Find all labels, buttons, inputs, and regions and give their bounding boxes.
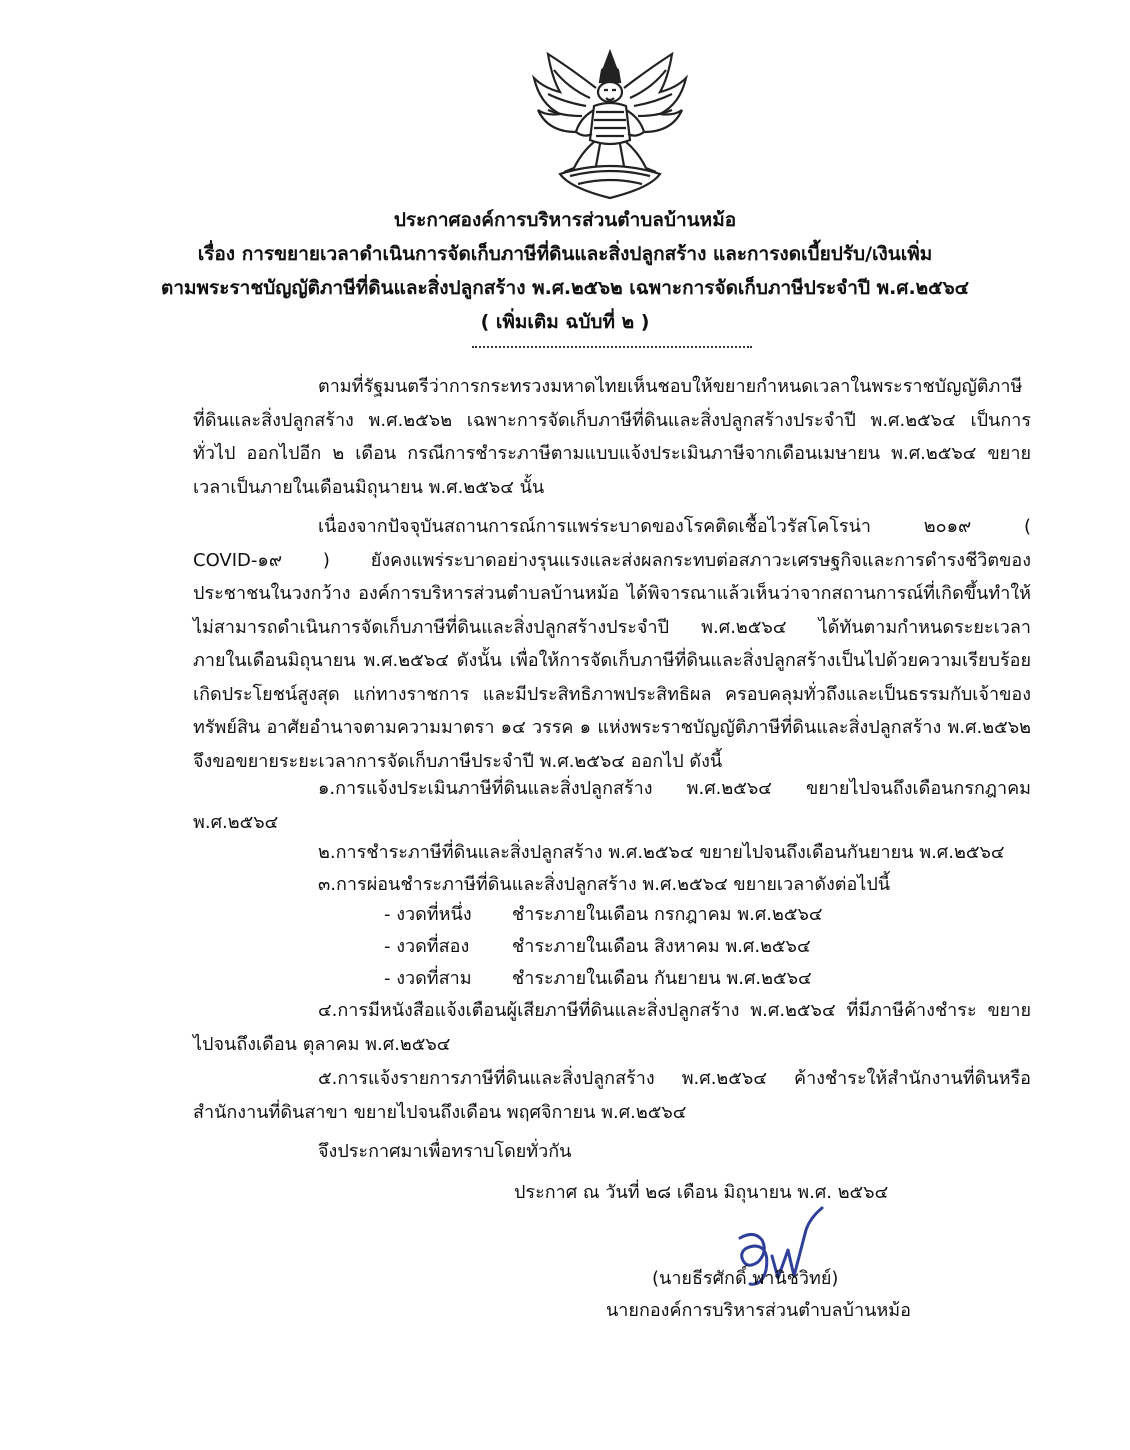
item-1: ๑.การแจ้งประเมินภาษีที่ดินและสิ่งปลูกสร้าง พ.ศ.๒๕๖๔ ขยายไปจนถึงเดือนกรกฎาคม พ.ศ.๒๕๖๔ bbox=[193, 778, 1031, 833]
closing-statement: จึงประกาศมาเพื่อทราบโดยทั่วกัน bbox=[318, 1141, 572, 1162]
installment-1-text: ชำระภายในเดือน กรกฎาคม พ.ศ.๒๕๖๔ bbox=[512, 904, 823, 925]
item-3: ๓.การผ่อนชำระภาษีที่ดินและสิ่งปลูกสร้าง พ.ศ.๒๕๖๔ ขยายเวลาดังต่อไปนี้ bbox=[318, 874, 891, 895]
separator-dots bbox=[472, 346, 752, 348]
announcement-subject-line2: ตามพระราชบัญญัติภาษีที่ดินและสิ่งปลูกสร้าง พ.ศ.๒๕๖๒ เฉพาะการจัดเก็บภาษีประจำปี พ.ศ.๒๕๖๔ bbox=[160, 277, 970, 299]
paragraph-2: เนื่องจากปัจจุบันสถานการณ์การแพร่ระบาดของโรคติดเชื้อไวรัสโคโรน่า ๒๐๑๙ ( COVID-๑๙ ) ยังคงแพร่ระบาดอย่างรุนแรงและส่งผลกระทบต่อสภาวะเศรษฐกิจและการดำรงชีวิตของประชาชนในวงกว้าง องค์การบริหารส่วนตำบลบ้านหม้อ ได้พิจารณาแล้วเห็นว่าจากสถานการณ์ที่เกิดขึ้นทำให้ไม่สามารถดำเนินการจัดเก็บภาษีที่ดินและสิ่งปลูกสร้างประจำปี พ.ศ.๒๕๖๔ ได้ทันตามกำหนดระยะเวลาภายในเดือนมิถุนายน พ.ศ.๒๕๖๔ ดังนั้น เพื่อให้การจัดเก็บภาษีที่ดินและสิ่งปลูกสร้างเป็นไปด้วยความเรียบร้อย เกิดประโยชน์สูงสุด แก่ทางราชการ และมีประสิทธิภาพประสิทธิผล ครอบคลุมทั่วถึงและเป็นธรรมกับเจ้าของทรัพย์สิน อาศัยอำนาจตามความมาตรา ๑๔ วรรค ๑ แห่งพระราชบัญญัติภาษีที่ดินและสิ่งปลูกสร้าง พ.ศ.๒๕๖๒ จึงขอขยายระยะเวลาการจัดเก็บภาษีประจำปี พ.ศ.๒๕๖๔ ออกไป ดังนี้ bbox=[193, 516, 1031, 772]
signatory-name: (นายธีรศักดิ์ พานิชวิทย์) bbox=[652, 1268, 839, 1289]
signatory-position: นายกองค์การบริหารส่วนตำบลบ้านหม้อ bbox=[606, 1300, 911, 1321]
garuda-emblem bbox=[530, 48, 690, 203]
item-5: ๕.การแจ้งรายการภาษีที่ดินและสิ่งปลูกสร้าง พ.ศ.๒๕๖๔ ค้างชำระให้สำนักงานที่ดินหรือสำนักงานที่ดินสาขา ขยายไปจนถึงเดือน พฤศจิกายน พ.ศ.๒๕๖๔ bbox=[193, 1068, 1031, 1123]
announcement-date: ประกาศ ณ วันที่ ๒๘ เดือน มิถุนายน พ.ศ. ๒๕๖๔ bbox=[514, 1182, 889, 1203]
installment-3-text: ชำระภายในเดือน กันยายน พ.ศ.๒๕๖๔ bbox=[512, 968, 812, 989]
installment-1-label: - งวดที่หนึ่ง bbox=[384, 904, 472, 925]
announcement-edition: ( เพิ่มเติม ฉบับที่ ๒ ) bbox=[480, 311, 650, 333]
item-2: ๒.การชำระภาษีที่ดินและสิ่งปลูกสร้าง พ.ศ.๒๕๖๔ ขยายไปจนถึงเดือนกันยายน พ.ศ.๒๕๖๔ bbox=[318, 842, 1005, 863]
installment-2-label: - งวดที่สอง bbox=[384, 936, 470, 957]
announcement-subject: เรื่อง การขยายเวลาดำเนินการจัดเก็บภาษีที่ดินและสิ่งปลูกสร้าง และการงดเบี้ยปรับ/เงินเพิ่ม bbox=[197, 243, 933, 265]
installment-3-label: - งวดที่สาม bbox=[384, 968, 472, 989]
installment-2-text: ชำระภายในเดือน สิงหาคม พ.ศ.๒๕๖๔ bbox=[512, 936, 811, 957]
announcement-title: ประกาศองค์การบริหารส่วนตำบลบ้านหม้อ bbox=[393, 209, 737, 231]
paragraph-1: ตามที่รัฐมนตรีว่าการกระทรวงมหาดไทยเห็นชอบให้ขยายกำหนดเวลาในพระราชบัญญัติภาษีที่ดินและสิ่งปลูกสร้าง พ.ศ.๒๕๖๒ เฉพาะการจัดเก็บภาษีที่ดินและสิ่งปลูกสร้างประจำปี พ.ศ.๒๕๖๔ เป็นการทั่วไป ออกไปอีก ๒ เดือน กรณีการชำระภาษีตามแบบแจ้งประเมินภาษีจากเดือนเมษายน พ.ศ.๒๕๖๔ ขยายเวลาเป็นภายในเดือนมิถุนายน พ.ศ.๒๕๖๔ นั้น bbox=[193, 376, 1031, 498]
item-4: ๔.การมีหนังสือแจ้งเตือนผู้เสียภาษีที่ดินและสิ่งปลูกสร้าง พ.ศ.๒๕๖๔ ที่มีภาษีค้างชำระ ขยายไปจนถึงเดือน ตุลาคม พ.ศ.๒๕๖๔ bbox=[193, 1000, 1031, 1055]
